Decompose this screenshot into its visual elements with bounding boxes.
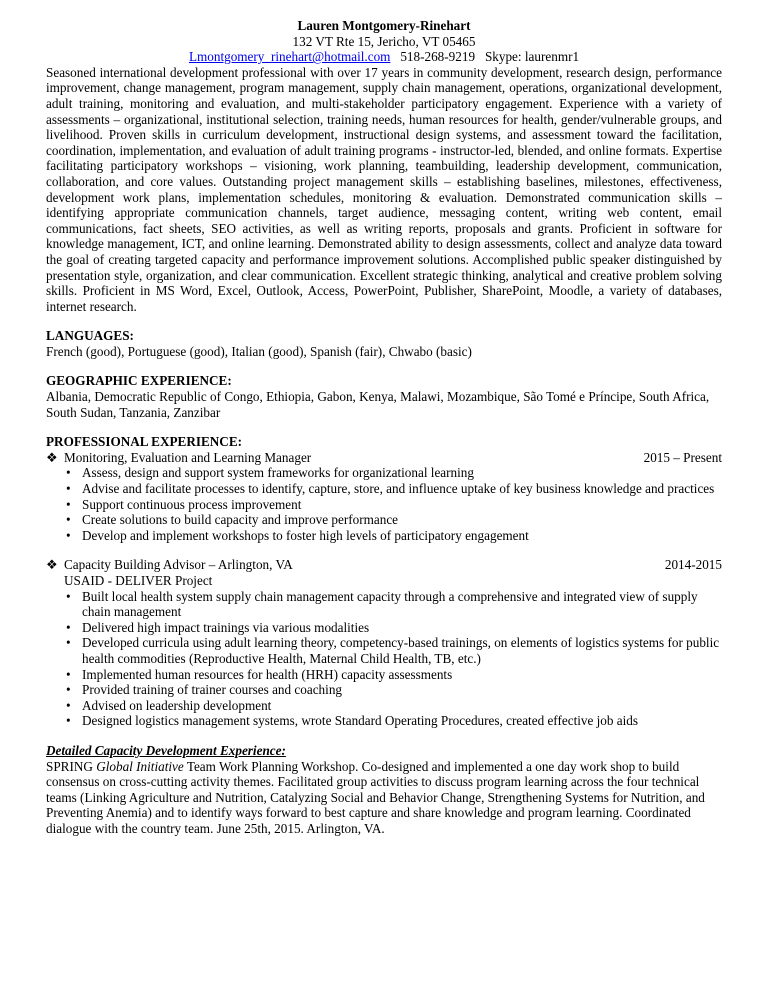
duty-item: • Developed curricula using adult learning theory, competency-based trainings, on elements of logistics systems for public health commodities (Reproductive Health, Maternal Child Health, TB, etc.) bbox=[82, 635, 722, 666]
duty-item: • Advise and facilitate processes to identify, capture, store, and influence uptake of key business knowledge and practices bbox=[82, 481, 722, 497]
contact-line bbox=[46, 49, 722, 65]
professional-section bbox=[46, 434, 722, 729]
job-title-line bbox=[46, 450, 722, 466]
duty-item: • Create solutions to build capacity and improve performance bbox=[82, 512, 722, 528]
duty-item: • Built local health system supply chain management capacity through a comprehensive and integrated view of supply chain management bbox=[82, 589, 722, 620]
detailed-lead: SPRING bbox=[46, 758, 93, 774]
diamond-bullet-icon: ❖ bbox=[46, 449, 58, 465]
diamond-bullet-icon: ❖ bbox=[46, 557, 58, 573]
professional-summary: Seasoned international development professional with over 17 years in community development, research design, performance improvement, change management, program management, supply chain management, operations, organizational development, adult training, monitoring and evaluation, and multi-stakeholder participatory engagement. Experience with a variety of assessments – organizational, institutional selection, training needs, human resources for health, gender/vulnerable groups, and livelihood. Proven skills in curriculum development, instructional design systems, and assessment toward the facilitation, coordination, implementation, and evaluation of adult training programs - instructor-led, blended, and online formats. Expertise facilitating participatory workshops – visioning, work planning, teambuilding, leadership development, communication, collaboration, and core values. Outstanding project management skills – establishing baselines, milestones, effectiveness, development work plans, implementation schedules, monitoring & evaluation. Demonstrated communication skills – identifying appropriate communication channels, target audience, messaging content, writing web content, email communications, fact sheets, SEO activities, as well as writing reports, proposals and grants. Proficient in software for knowledge management, ICT, and online learning. Demonstrated ability to design assessments, collect and analyze data toward the goal of creating targeted capacity and performance improvement solutions. Accomplished public speaker distinguished by presentation style, organization, and clear communication. Excellent strategic thinking, analytical and creative problem solving skills. Proficient in MS Word, Excel, Outlook, Access, PowerPoint, Publisher, SharePoint, Moodle, a variety of databases, internet research. bbox=[46, 64, 722, 314]
skype-handle: Skype: laurenmr1 bbox=[484, 49, 580, 65]
duty-item: • Designed logistics management systems, wrote Standard Operating Procedures, created effective job aids bbox=[82, 713, 722, 729]
job-duties bbox=[46, 589, 722, 729]
candidate-name: Lauren Montgomery-Rinehart bbox=[297, 18, 471, 33]
job-project: USAID - DELIVER Project bbox=[64, 573, 213, 588]
job-title-line bbox=[46, 557, 722, 573]
languages-section bbox=[46, 328, 722, 359]
candidate-address: 132 VT Rte 15, Jericho, VT 05465 bbox=[292, 33, 476, 49]
duty-item: • Support continuous process improvement bbox=[82, 497, 722, 513]
job-entry bbox=[46, 450, 722, 544]
duty-item: • Advised on leadership development bbox=[82, 698, 722, 714]
job-title: Capacity Building Advisor – Arlington, VA bbox=[64, 557, 293, 573]
detailed-heading: Detailed Capacity Development Experience: bbox=[46, 742, 286, 758]
resume-header bbox=[46, 18, 722, 65]
languages-text: French (good), Portuguese (good), Italian (good), Spanish (fair), Chwabo (basic) bbox=[46, 343, 472, 359]
job-title: Monitoring, Evaluation and Learning Manager bbox=[64, 449, 312, 465]
detailed-section bbox=[46, 743, 722, 837]
job-entry bbox=[46, 557, 722, 729]
job-dates: 2014-2015 bbox=[664, 557, 722, 573]
duty-item: • Provided training of trainer courses and coaching bbox=[82, 682, 722, 698]
geographic-text: Albania, Democratic Republic of Congo, Ethiopia, Gabon, Kenya, Malawi, Mozambique, São Tomé e Príncipe, South Africa, South Sudan, Tanzania, Zanzibar bbox=[46, 389, 710, 420]
detailed-text: Team Work Planning Workshop. Co-designed and implemented a one day work shop to build consensus on cross-cutting activity themes. Facilitated group activities to discuss program learning across the four technical teams (Linking Agriculture and Nutrition, Catalyzing Social and Behavior Change, Strengthening Systems for Nutrition, and Preventing Anemia) and to identify ways forward to best capture and share knowledge and program learning. Coordinated dialogue with the country team. June 25th, 2015. Arlington, VA. bbox=[46, 758, 705, 836]
professional-heading: PROFESSIONAL EXPERIENCE: bbox=[46, 434, 243, 450]
duty-item: • Develop and implement workshops to foster high levels of participatory engagement bbox=[82, 528, 722, 544]
job-duties bbox=[46, 465, 722, 543]
geographic-section bbox=[46, 373, 722, 420]
duty-item: • Delivered high impact trainings via various modalities bbox=[82, 620, 722, 636]
phone-number: 518-268-9219 bbox=[400, 49, 476, 65]
email-link[interactable]: Lmontgomery_rinehart@hotmail.com bbox=[188, 49, 391, 65]
job-dates: 2015 – Present bbox=[643, 449, 722, 465]
detailed-italic: Global Initiative bbox=[96, 758, 184, 774]
duty-item: • Implemented human resources for health (HRH) capacity assessments bbox=[82, 667, 722, 683]
geographic-heading: GEOGRAPHIC EXPERIENCE: bbox=[46, 373, 232, 389]
languages-heading: LANGUAGES: bbox=[46, 328, 134, 344]
duty-item: • Assess, design and support system frameworks for organizational learning bbox=[82, 465, 722, 481]
detailed-body bbox=[46, 759, 722, 837]
